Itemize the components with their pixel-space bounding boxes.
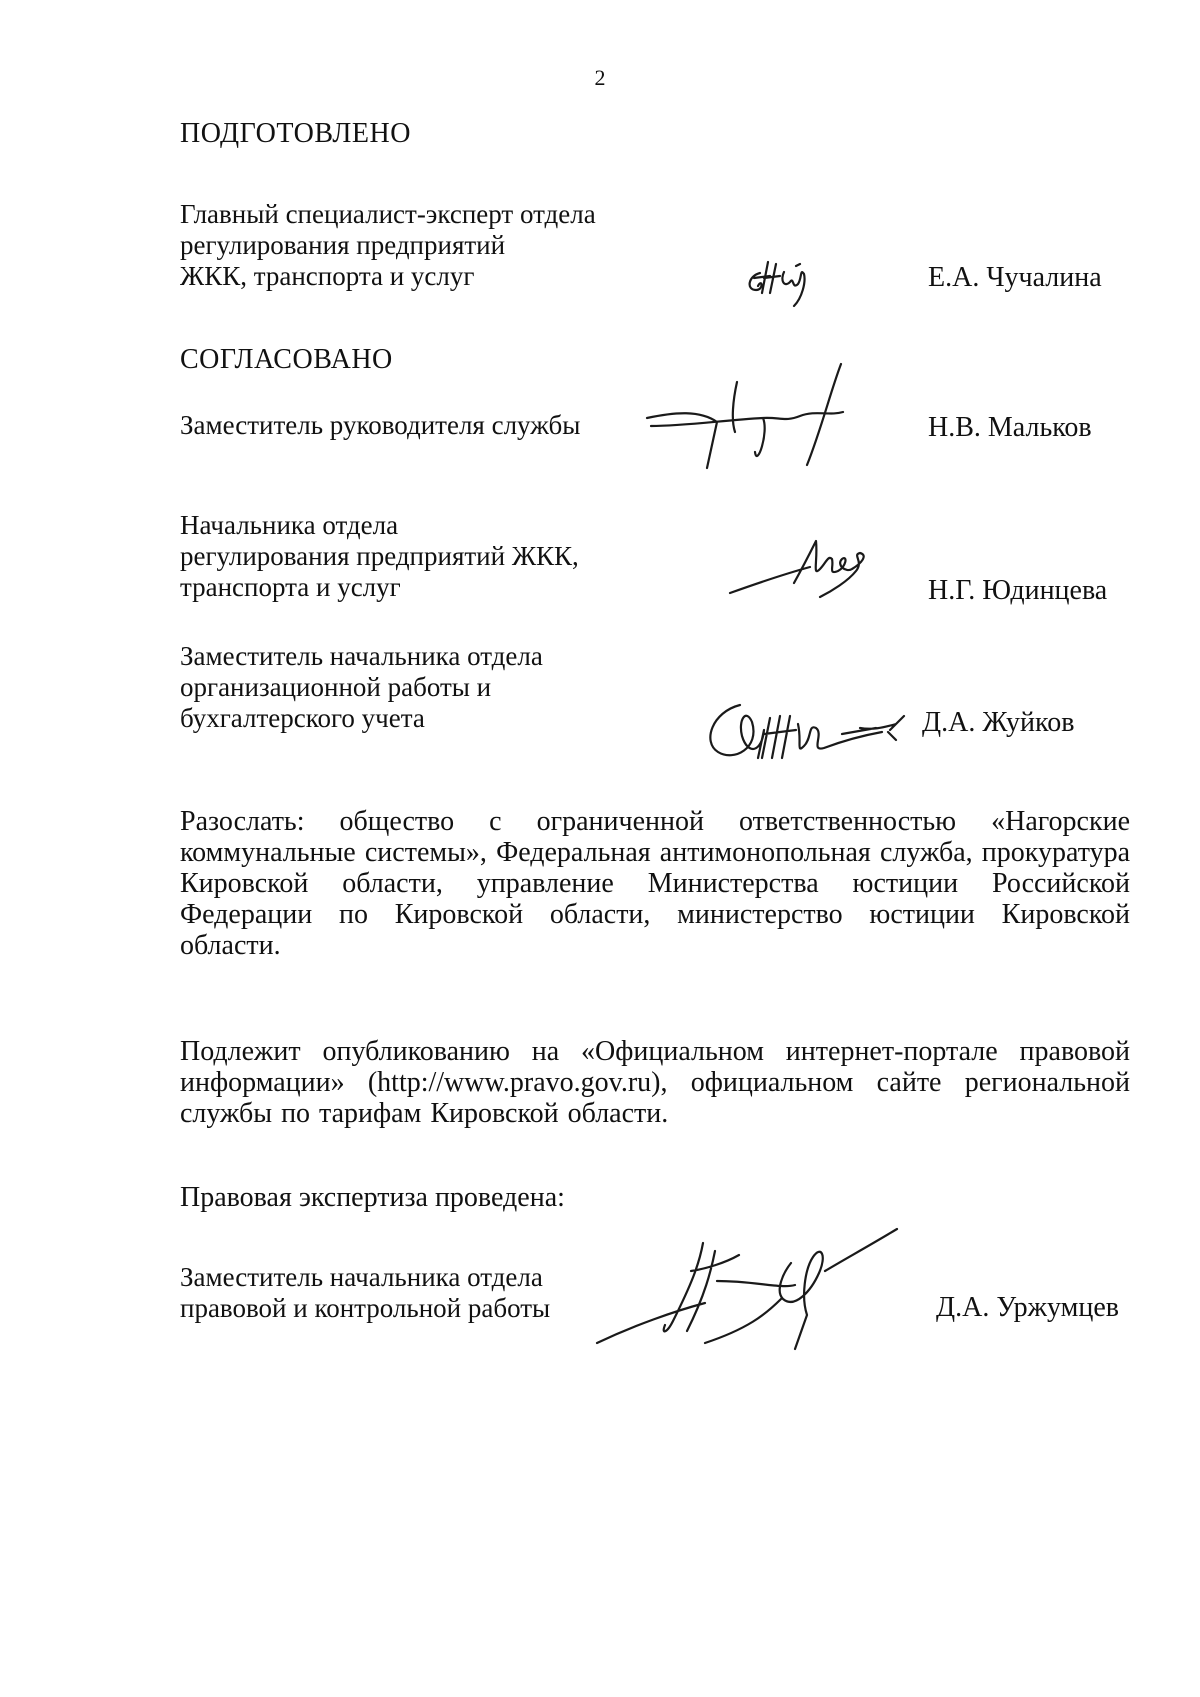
position-line: бухгалтерского учета [180,703,425,733]
signer-position [180,641,543,734]
position-line: транспорта и услуг [180,572,401,602]
position-line: регулирования предприятий ЖКК, [180,541,579,571]
distribution-paragraph: Разослать: общество с ограниченной ответственностью «Нагорские коммунальные системы», Федеральная антимонопольная служба, прокуратура Кировской области, управление Министерства юстиции Российской Федерации по Кировской области, министерство юстиции Кировской области. [180,806,1130,961]
prepared-position [180,199,596,292]
publication-paragraph: Подлежит опубликованию на «Официальном интернет-портале правовой информации» (http://www.pravo.gov.ru), официальном сайте региональной службы по тарифам Кировской области. [180,1036,1130,1129]
agreed-heading: СОГЛАСОВАНО [180,344,393,375]
legal-review-position [180,1262,550,1324]
position-line: Начальника отдела [180,510,399,540]
signature-zhuikov [700,690,925,770]
signer-name-zhuikov: Д.А. Жуйков [922,707,1075,738]
position-line: Главный специалист-эксперт отдела [180,199,596,229]
prepared-heading: ПОДГОТОВЛЕНО [180,118,411,149]
signer-name-malkov: Н.В. Мальков [928,412,1092,443]
signer-position [180,410,580,441]
position-line: ЖКК, транспорта и услуг [180,261,475,291]
position-line: организационной работы и [180,672,492,702]
position-line: регулирования предприятий [180,230,506,260]
position-line: правовой и контрольной работы [180,1293,551,1323]
prepared-name: Е.А. Чучалина [928,262,1102,293]
page-number: 2 [594,65,606,90]
position-line: Заместитель начальника отдела [180,1262,543,1292]
position-line: Заместитель начальника отдела [180,641,543,671]
signature-urzhumtsev [595,1225,905,1365]
signature-chuchalina [740,238,830,313]
legal-review-heading: Правовая экспертиза проведена: [180,1182,565,1213]
signer-name-yudintseva: Н.Г. Юдинцева [928,575,1108,606]
signer-position [180,510,579,603]
signature-yudintseva [728,525,878,605]
legal-review-name: Д.А. Уржумцев [936,1292,1120,1323]
position-line: Заместитель руководителя службы [180,410,581,440]
signature-malkov [645,360,875,475]
